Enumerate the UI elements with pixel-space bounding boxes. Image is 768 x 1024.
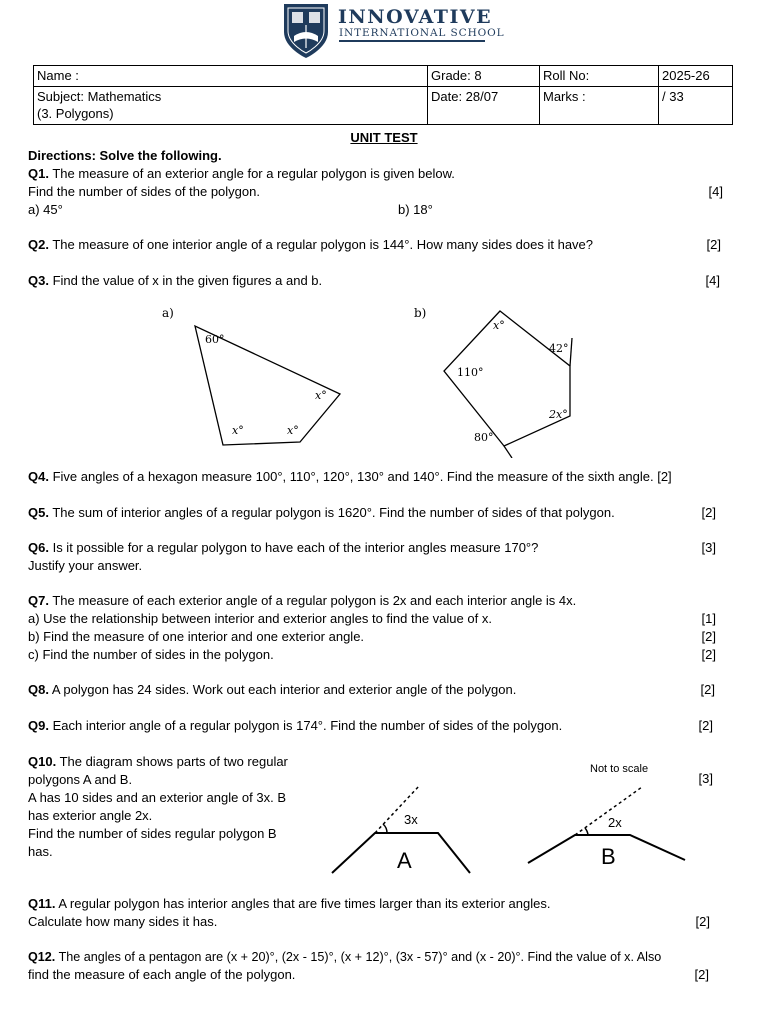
q10-line6: has. bbox=[28, 844, 53, 859]
year-cell: 2025-26 bbox=[659, 66, 733, 87]
figure-q3-b bbox=[400, 298, 590, 458]
grade-cell: Grade: 8 bbox=[428, 66, 540, 87]
directions: Directions: Solve the following. bbox=[28, 148, 222, 163]
fig-b-angle-2x: 2x° bbox=[549, 408, 568, 421]
fig-b-angle-42: 42° bbox=[549, 342, 569, 355]
question-6 bbox=[28, 539, 538, 557]
q10-line3: A has 10 sides and an exterior angle of 3x. B bbox=[28, 790, 287, 805]
marks-label-cell: Marks : bbox=[540, 87, 659, 125]
question-5 bbox=[28, 504, 615, 522]
q4-text: Five angles of a hexagon measure 100°, 110°, 120°, 130° and 140°. Find the measure of the sixth angle. [2] bbox=[48, 469, 672, 484]
q6-text: Is it possible for a regular polygon to have each of the interior angles measure 170°? bbox=[48, 540, 539, 555]
q12-text: The angles of a pentagon are (x + 20)°, (2x - 15)°, (x + 12)°, (3x - 57)° and (x - 20)°. Find the value of x. Also bbox=[55, 950, 662, 964]
fig-q10-b-angle: 2x bbox=[608, 815, 622, 830]
question-7 bbox=[28, 592, 576, 610]
q2-marks: [2] bbox=[706, 237, 721, 252]
fig-q10-a-name: A bbox=[397, 848, 412, 873]
q5-text: The sum of interior angles of a regular polygon is 1620°. Find the number of sides of that polygon. bbox=[48, 505, 615, 520]
q7-marks-a: [1] bbox=[701, 611, 716, 626]
q8-text: A polygon has 24 sides. Work out each interior and exterior angle of the polygon. bbox=[48, 682, 517, 697]
q3-text: Find the value of x in the given figures a and b. bbox=[48, 273, 323, 288]
question-9 bbox=[28, 717, 562, 735]
q10-number: Q10. bbox=[28, 754, 57, 769]
fig-a-angle-60: 60° bbox=[205, 333, 225, 346]
q7-part-c: c) Find the number of sides in the polygon. bbox=[28, 647, 274, 662]
q6-number: Q6. bbox=[28, 540, 49, 555]
shield-crest-icon bbox=[282, 2, 330, 60]
q11-line2: Calculate how many sides it has. bbox=[28, 914, 218, 929]
test-title: UNIT TEST bbox=[350, 130, 418, 145]
q1-option-b: b) 18° bbox=[398, 202, 433, 217]
q7-marks-c: [2] bbox=[701, 647, 716, 662]
fig-a-angle-x-mid: x° bbox=[287, 424, 299, 437]
q6-line2: Justify your answer. bbox=[28, 558, 143, 573]
q1-marks: [4] bbox=[708, 184, 723, 199]
question-3 bbox=[28, 272, 322, 290]
q3-number: Q3. bbox=[28, 273, 49, 288]
question-2 bbox=[28, 236, 593, 254]
question-10 bbox=[28, 753, 288, 771]
fig-b-angle-80: 80° bbox=[474, 431, 494, 444]
q7-number: Q7. bbox=[28, 593, 49, 608]
fig-q10-a-arc bbox=[383, 824, 387, 833]
q11-marks: [2] bbox=[695, 914, 710, 929]
q2-number: Q2. bbox=[28, 237, 49, 252]
q7-text: The measure of each exterior angle of a regular polygon is 2x and each interior angle is 4x. bbox=[48, 593, 577, 608]
fig-q10-a-angle: 3x bbox=[404, 812, 418, 827]
q12-line2: find the measure of each angle of the polygon. bbox=[28, 967, 296, 982]
name-cell: Name : bbox=[34, 66, 428, 87]
q8-number: Q8. bbox=[28, 682, 49, 697]
marks-total-cell: / 33 bbox=[659, 87, 733, 125]
fig-b-angle-110: 110° bbox=[457, 366, 484, 379]
subject-cell bbox=[34, 87, 428, 125]
fig-b-angle-x: x° bbox=[493, 319, 505, 332]
q5-number: Q5. bbox=[28, 505, 49, 520]
q1-number: Q1. bbox=[28, 166, 49, 181]
q11-number: Q11. bbox=[28, 896, 56, 911]
q10-marks: [3] bbox=[698, 771, 713, 786]
q1-option-a: a) 45° bbox=[28, 202, 63, 217]
fig-a-angle-x-right: x° bbox=[315, 389, 327, 402]
q10-line4: has exterior angle 2x. bbox=[28, 808, 153, 823]
fig-b-label: b) bbox=[414, 306, 427, 320]
q9-marks: [2] bbox=[698, 718, 713, 733]
question-8 bbox=[28, 681, 516, 699]
subject-text: Subject: Mathematics bbox=[37, 89, 162, 104]
q7-marks-b: [2] bbox=[701, 629, 716, 644]
fig-b-extension-top bbox=[570, 338, 572, 366]
roll-cell: Roll No: bbox=[540, 66, 659, 87]
header-rule bbox=[339, 40, 485, 42]
q1-text: The measure of an exterior angle for a regular polygon is given below. bbox=[48, 166, 455, 181]
question-1 bbox=[28, 165, 455, 183]
q7-part-b: b) Find the measure of one interior and one exterior angle. bbox=[28, 629, 365, 644]
chapter-text: (3. Polygons) bbox=[37, 106, 114, 121]
fig-q10-b-arc bbox=[585, 828, 588, 835]
q10-text: The diagram shows parts of two regular bbox=[56, 754, 288, 769]
question-12 bbox=[28, 948, 758, 966]
student-info-table bbox=[33, 65, 733, 125]
q10-line2: polygons A and B. bbox=[28, 772, 133, 787]
fig-q10-not-to-scale: Not to scale bbox=[590, 763, 649, 775]
fig-b-extension-bottom bbox=[504, 446, 512, 458]
figure-q3-a bbox=[150, 298, 360, 458]
q3-marks: [4] bbox=[705, 273, 720, 288]
q10-line5: Find the number of sides regular polygon B bbox=[28, 826, 277, 841]
q2-text: The measure of one interior angle of a regular polygon is 144°. How many sides does it have? bbox=[48, 237, 594, 252]
school-subtitle: INTERNATIONAL SCHOOL bbox=[339, 27, 505, 39]
q11-text: A regular polygon has interior angles that are five times larger than its exterior angles. bbox=[55, 896, 551, 911]
question-4 bbox=[28, 468, 748, 486]
q5-marks: [2] bbox=[701, 505, 716, 520]
q9-text: Each interior angle of a regular polygon is 174°. Find the number of sides of the polygon. bbox=[48, 718, 563, 733]
q9-number: Q9. bbox=[28, 718, 49, 733]
q12-marks: [2] bbox=[694, 967, 709, 982]
school-name: INNOVATIVE bbox=[338, 6, 493, 28]
q8-marks: [2] bbox=[700, 682, 715, 697]
fig-q10-b-name: B bbox=[601, 844, 616, 869]
fig-a-angle-x-left: x° bbox=[232, 424, 244, 437]
figure-q10 bbox=[320, 755, 700, 880]
q1-line2: Find the number of sides of the polygon. bbox=[28, 184, 260, 199]
q6-marks: [3] bbox=[701, 540, 716, 555]
q4-number: Q4. bbox=[28, 469, 49, 484]
date-cell: Date: 28/07 bbox=[428, 87, 540, 125]
question-11 bbox=[28, 895, 550, 913]
q7-part-a: a) Use the relationship between interior and exterior angles to find the value of x. bbox=[28, 611, 492, 626]
fig-a-label: a) bbox=[162, 306, 174, 320]
q12-number: Q12. bbox=[28, 950, 56, 964]
